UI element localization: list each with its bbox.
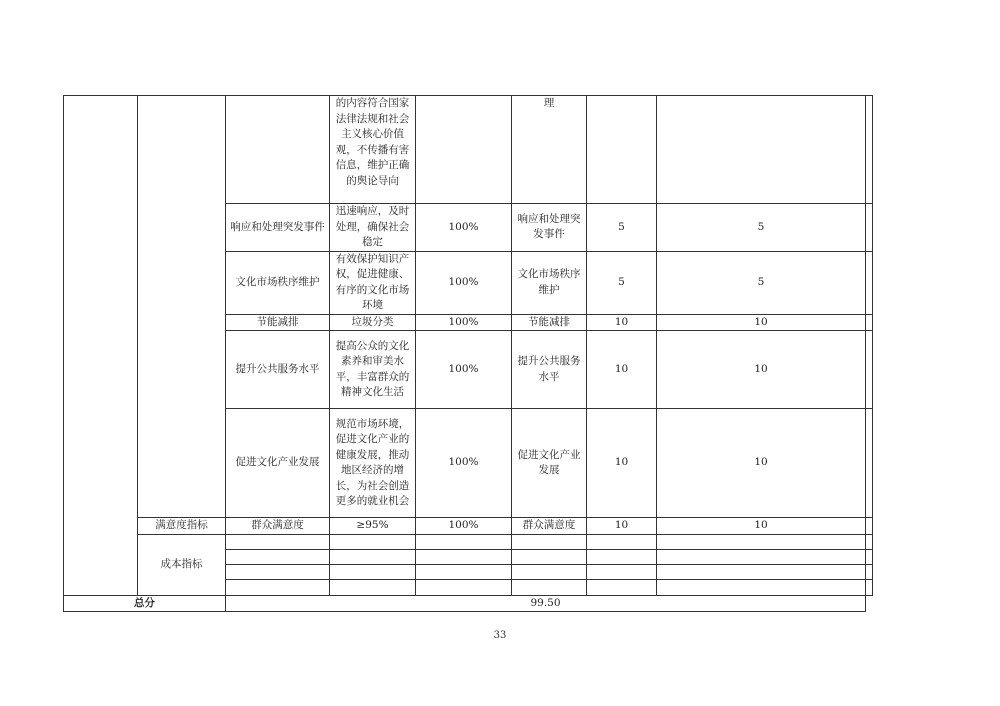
table-row: [64, 96, 873, 204]
first-level-indicator-cell: [64, 96, 138, 596]
total-row: [64, 595, 873, 612]
standard-cell: ≥95%: [330, 518, 416, 535]
standard-cell: 的内容符合国家法律法规和社会主义核心价值观，不传播有害信息，维护正确的舆论导向: [330, 96, 416, 204]
indicator-cell: 促进文化产业发展: [226, 409, 330, 518]
weight-cell: 100%: [416, 204, 512, 252]
performance-table: [63, 95, 873, 612]
empty-cell: [512, 579, 587, 595]
note-cell: [866, 331, 873, 409]
full-score-cell: 10: [587, 518, 657, 535]
cost-row: [64, 534, 873, 549]
empty-cell: [330, 549, 416, 564]
empty-cell: [226, 534, 330, 549]
note-cell: [866, 518, 873, 535]
score-cell: 5: [657, 204, 866, 252]
empty-cell: [866, 534, 873, 549]
score-cell: [657, 96, 866, 204]
actual-cell: 文化市场秩序维护: [512, 251, 587, 314]
empty-cell: [330, 564, 416, 579]
empty-cell: [416, 534, 512, 549]
total-value: 99.50: [226, 595, 866, 612]
empty-cell: [587, 534, 657, 549]
empty-cell: [866, 549, 873, 564]
empty-cell: [657, 564, 866, 579]
empty-cell: [866, 579, 873, 595]
indicator-cell: 响应和处理突发事件: [226, 204, 330, 252]
full-score-cell: 10: [587, 314, 657, 331]
standard-cell: 有效保护知识产权，促进健康、有序的文化市场环境: [330, 251, 416, 314]
actual-cell: 响应和处理突发事件: [512, 204, 587, 252]
empty-cell: [416, 564, 512, 579]
empty-cell: [330, 534, 416, 549]
empty-cell: [512, 564, 587, 579]
empty-cell: [587, 549, 657, 564]
empty-cell: [416, 549, 512, 564]
weight-cell: [416, 96, 512, 204]
page-number: 33: [493, 630, 507, 641]
empty-cell: [226, 564, 330, 579]
indicator-cell: 节能减排: [226, 314, 330, 331]
actual-cell: 促进文化产业发展: [512, 409, 587, 518]
score-cell: 5: [657, 251, 866, 314]
indicator-cell: 文化市场秩序维护: [226, 251, 330, 314]
empty-cell: [512, 534, 587, 549]
weight-cell: 100%: [416, 314, 512, 331]
empty-cell: [512, 549, 587, 564]
full-score-cell: 5: [587, 251, 657, 314]
weight-cell: 100%: [416, 409, 512, 518]
full-score-cell: 10: [587, 409, 657, 518]
actual-cell: 理: [512, 96, 587, 204]
score-cell: 10: [657, 331, 866, 409]
note-cell: [866, 251, 873, 314]
cost-category-cell: 成本指标: [138, 534, 226, 595]
weight-cell: 100%: [416, 251, 512, 314]
actual-cell: 群众满意度: [512, 518, 587, 535]
score-cell: 10: [657, 518, 866, 535]
empty-cell: [657, 549, 866, 564]
empty-cell: [330, 579, 416, 595]
satisfaction-row: [64, 518, 873, 535]
empty-cell: [226, 549, 330, 564]
standard-cell: 垃圾分类: [330, 314, 416, 331]
note-cell: [866, 96, 873, 204]
indicator-cell: [226, 96, 330, 204]
full-score-cell: 5: [587, 204, 657, 252]
standard-cell: 提高公众的文化素养和审美水平，丰富群众的精神文化生活: [330, 331, 416, 409]
empty-cell: [657, 579, 866, 595]
standard-cell: 规范市场环境，促进文化产业的健康发展，推动地区经济的增长，为社会创造更多的就业机会: [330, 409, 416, 518]
note-cell: [866, 409, 873, 518]
standard-cell: 迅速响应，及时处理，确保社会稳定: [330, 204, 416, 252]
empty-cell: [226, 579, 330, 595]
score-cell: 10: [657, 409, 866, 518]
second-level-indicator-cell: [138, 96, 226, 518]
actual-cell: 提升公共服务水平: [512, 331, 587, 409]
satisfaction-category-cell: 满意度指标: [138, 518, 226, 535]
empty-cell: [866, 564, 873, 579]
actual-cell: 节能减排: [512, 314, 587, 331]
empty-cell: [587, 579, 657, 595]
total-label: 总分: [64, 595, 226, 612]
indicator-cell: 提升公共服务水平: [226, 331, 330, 409]
note-cell: [866, 204, 873, 252]
empty-cell: [587, 564, 657, 579]
note-cell: [866, 314, 873, 331]
full-score-cell: [587, 96, 657, 204]
score-cell: 10: [657, 314, 866, 331]
empty-cell: [657, 534, 866, 549]
indicator-cell: 群众满意度: [226, 518, 330, 535]
weight-cell: 100%: [416, 331, 512, 409]
weight-cell: 100%: [416, 518, 512, 535]
full-score-cell: 10: [587, 331, 657, 409]
empty-cell: [416, 579, 512, 595]
